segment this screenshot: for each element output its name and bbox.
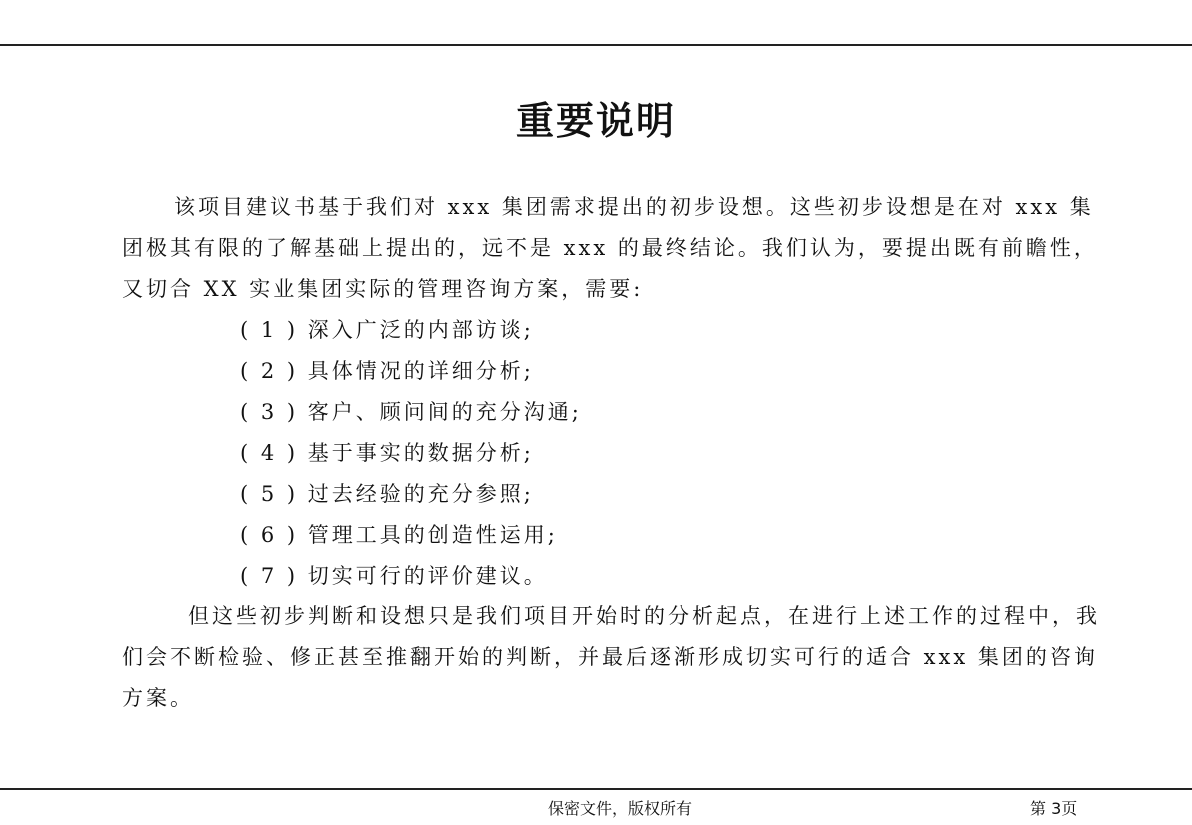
closing-paragraph: 但这些初步判断和设想只是我们项目开始时的分析起点，在进行上述工作的过程中，我们会不断检验、修正甚至推翻开始的判断，并最后逐渐形成切实可行的适合 xxx 集团的咨询方案。 [122,604,1100,710]
list-item: ( 3 ) 客户、顾问间的充分沟通; [240,400,582,424]
page-title: 重要说明 [515,98,676,143]
header-rule [0,44,1192,46]
list-item: ( 6 ) 管理工具的创造性运用; [240,523,558,547]
intro-paragraph: 该项目建议书基于我们对 xxx 集团需求提出的初步设想。这些初步设想是在对 xxx 集团极其有限的了解基础上提出的，远不是 xxx 的最终结论。我们认为，要提出既有前瞻性，又切合 XX 实业集团实际的管理咨询方案，需要: [122,195,1098,301]
requirements-list [240,310,582,597]
confidential-notice: 保密文件，版权所有 [548,799,693,818]
list-item: ( 1 ) 深入广泛的内部访谈; [240,318,534,342]
page-number: 第 3页 [1030,799,1078,818]
list-item: ( 2 ) 具体情况的详细分析; [240,359,534,383]
list-item: ( 5 ) 过去经验的充分参照; [240,482,534,506]
footer-rule [0,788,1192,790]
list-item: ( 7 ) 切实可行的评价建议。 [240,564,548,588]
list-item: ( 4 ) 基于事实的数据分析; [240,441,534,465]
